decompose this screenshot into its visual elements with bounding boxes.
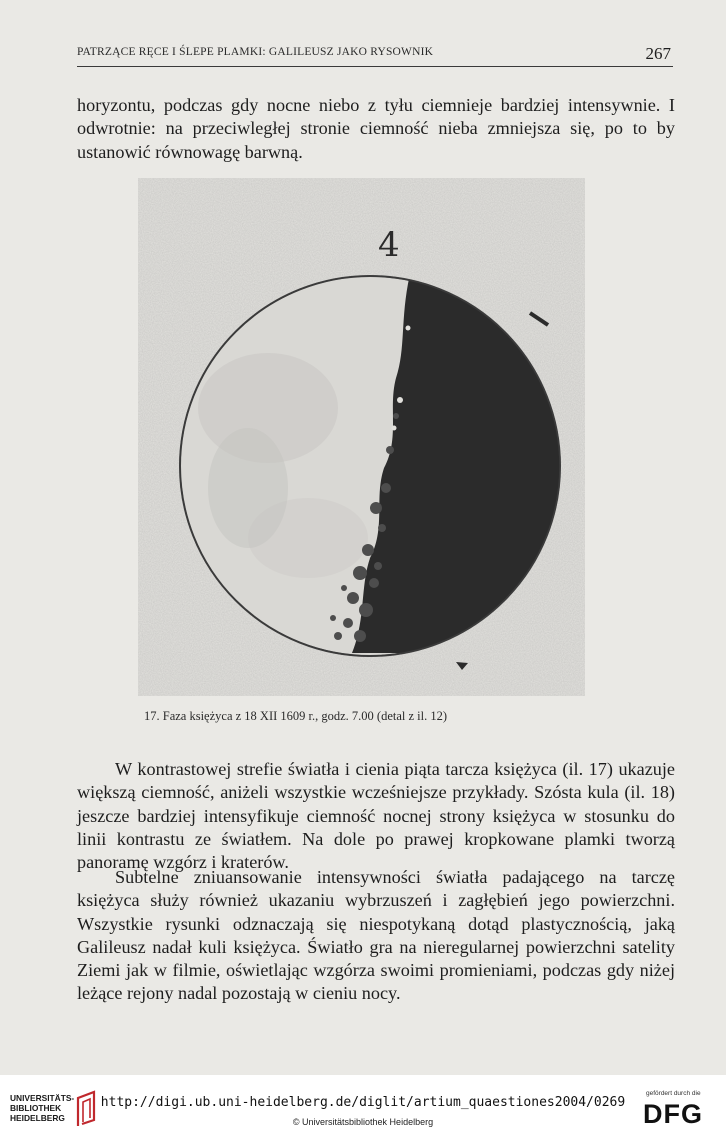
dfg-logo: DFG xyxy=(643,1099,703,1129)
paragraph-3: Subtelne zniuansowanie intensywności światła padającego na tarczę księżyca służy również ukazaniu wybrzuszeń i zagłębień jego powierzchni. Wszystkie rysunki odznaczają się niespotykaną dotąd plastycznością, jaką Galileusz nadał kuli księżyca. Światło gra na nieregularnej powierzchni satelity Ziemi jak w filmie, oświetlając wzgórza swoimi promieniami, podczas gdy niżej leżące rejony nadal pozostają w cieniu nocy. xyxy=(77,867,675,1004)
source-url-link[interactable]: http://digi.ub.uni-heidelberg.de/diglit/artium_quaestiones2004/0269 xyxy=(100,1095,626,1110)
running-title: PATRZĄCE RĘCE I ŚLEPE PLAMKI: GALILEUSZ JAKO RYSOWNIK xyxy=(77,46,434,58)
paragraph-2: W kontrastowej strefie światła i cienia piąta tarcza księżyca (il. 17) ukazuje większą ciemność, aniżeli wszystkie wcześniejsze przykłady. Szósta kula (il. 18) jeszcze bardziej intensyfikuje ciemność nocnej strony księżyca w stosunku do linii kontrastu ze światłem. Na dole po prawej kropkowane plamki tworzą panoramę wzgórz i kraterów. xyxy=(77,759,675,873)
copyright-notice: © Universitätsbibliothek Heidelberg xyxy=(292,1117,434,1127)
header-rule xyxy=(77,66,673,67)
moon-sketch-illustration xyxy=(138,178,585,696)
page-number: 267 xyxy=(645,44,671,63)
sketch-number: 4 xyxy=(378,225,400,265)
moon-phase-figure xyxy=(138,178,585,696)
library-name: UNIVERSITÄTS- BIBLIOTHEK HEIDELBERG xyxy=(10,1093,75,1123)
funder-note: gefördert durch die xyxy=(646,1090,701,1097)
figure-caption: 17. Faza księżyca z 18 XII 1609 r., godz. 7.00 (detal z il. 12) xyxy=(144,709,448,723)
paragraph-1: horyzontu, podczas gdy nocne niebo z tyłu ciemnieje bardziej intensywnie. I odwrotnie: na przeciwległej stronie ciemność nieba zmniejsza się, po to by ustanowić równowagę barwną. xyxy=(77,95,675,162)
